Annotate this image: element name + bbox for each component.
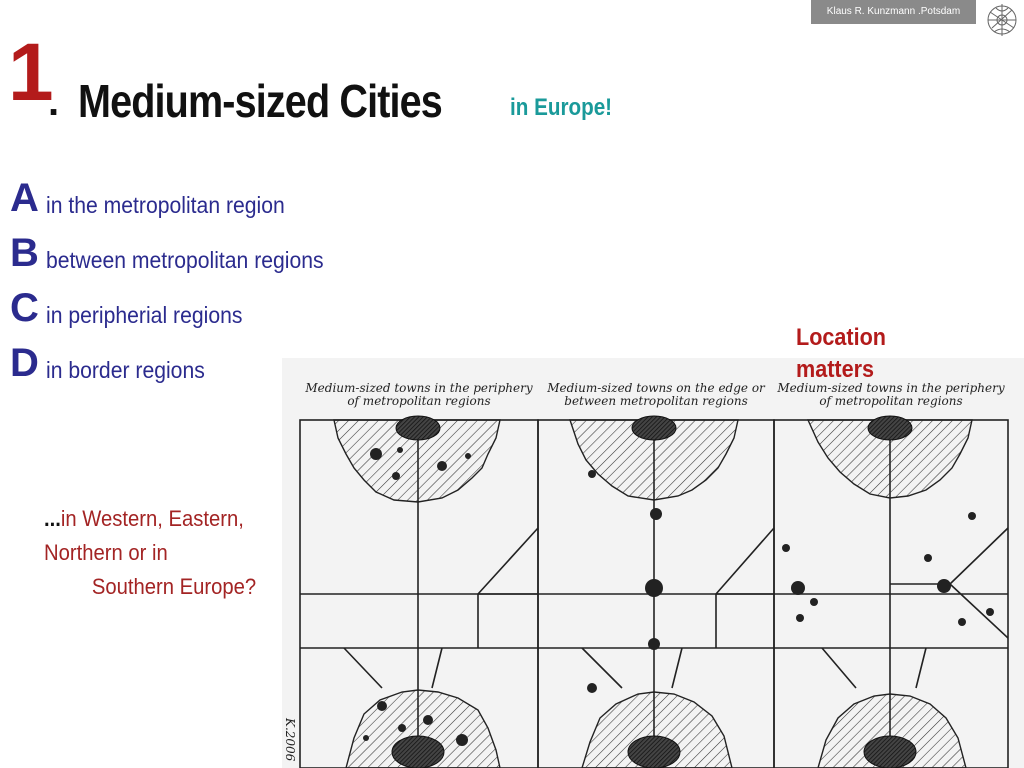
author-label: Klaus R. Kunzmann .Potsdam	[811, 0, 976, 24]
location-line1: Location	[796, 324, 886, 351]
sketch-caption	[538, 382, 774, 408]
title-main: Medium-sized Cities	[78, 75, 442, 127]
caption-line1: Medium-sized towns in the periphery	[777, 381, 1005, 395]
question-dots: ...	[44, 506, 61, 531]
category-letter: C	[10, 286, 39, 330]
location-line2: matters	[796, 356, 875, 383]
caption-line1: Medium-sized towns in the periphery	[305, 381, 533, 395]
caption-line1: Medium-sized towns on the edge or	[547, 381, 765, 395]
question-line3: Southern Europe?	[91, 574, 257, 599]
sketch-image	[282, 358, 1024, 768]
category-letter: B	[10, 231, 39, 275]
city-map-logo-icon	[980, 0, 1024, 40]
sketch-signature: K.2006	[283, 718, 297, 762]
title-dot: .	[48, 80, 60, 124]
region-question	[44, 502, 275, 604]
category-text: in border regions	[46, 357, 205, 383]
category-text: in peripherial regions	[46, 302, 243, 328]
title-number: 1	[8, 27, 50, 118]
question-line2: Northern or in	[44, 540, 168, 565]
caption-line2: between metropolitan regions	[564, 394, 748, 408]
question-line1: in Western, Eastern,	[60, 506, 244, 531]
sketch-caption	[300, 382, 538, 408]
sketch-drawing	[282, 358, 1024, 768]
category-letter: D	[10, 341, 39, 385]
category-text: between metropolitan regions	[46, 247, 324, 273]
category-letter: A	[10, 176, 39, 220]
title-subtitle: in Europe!	[510, 94, 613, 121]
caption-line2: of metropolitan regions	[819, 394, 963, 408]
caption-line2: of metropolitan regions	[347, 394, 491, 408]
category-text: in the metropolitan region	[46, 192, 285, 218]
location-note	[796, 322, 886, 386]
